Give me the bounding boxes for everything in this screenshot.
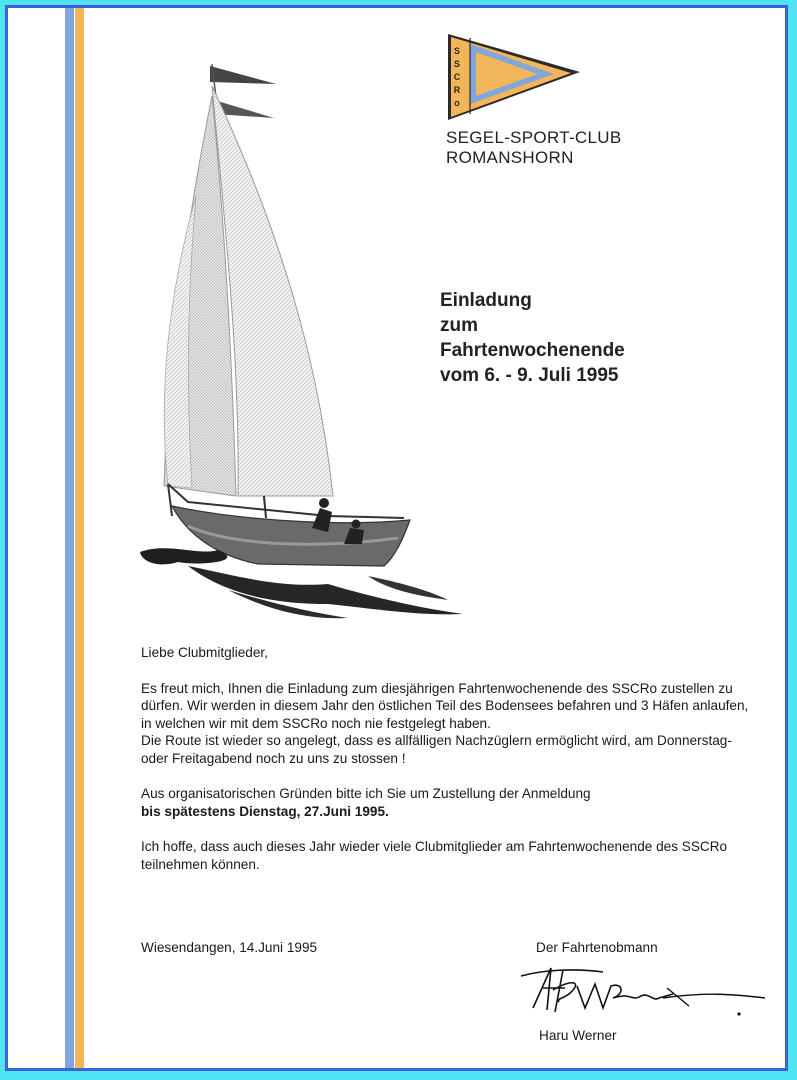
blue-stripe [65, 8, 74, 1068]
sailboat-illustration [128, 56, 473, 626]
place-date: Wiesendangen, 14.Juni 1995 [141, 940, 318, 955]
paragraph-1b: Die Route ist wieder so angelegt, dass es allfälligen Nachzüglern ermöglicht wird, am Donnerstag- oder Freitagabend noch zu uns zu stossen ! [141, 733, 732, 766]
title-line2: zum [440, 315, 478, 336]
svg-text:C: C [453, 72, 461, 82]
deadline: bis spätestens Dienstag, 27.Juni 1995. [141, 803, 389, 819]
paragraph-3: Ich hoffe, dass auch dieses Jahr wieder viele Clubmitglieder am Fahrtenwochenende des SSCRo teilnehmen können. [141, 839, 728, 872]
document-page [5, 5, 788, 1071]
signer-name: Haru Werner [539, 1028, 617, 1043]
paragraph-1: Es freut mich, Ihnen die Einladung zum diesjährigen Fahrtenwochenende des SSCRo zustellen zu dürfen. Wir werden in diesem Jahr den östlichen Teil des Bodensees befahren und 3 Häfen anlaufen, in welchen wir mit dem SSCRo noch nie festgelegt haben. [141, 680, 749, 731]
title-line4: vom 6. - 9. Juli 1995 [440, 365, 619, 386]
svg-text:R: R [453, 85, 461, 95]
svg-text:o: o [454, 98, 460, 108]
invitation-title [440, 288, 625, 388]
handwritten-signature [513, 958, 773, 1028]
svg-text:S: S [453, 46, 461, 56]
club-name-line1: SEGEL-SPORT-CLUB [446, 128, 622, 147]
svg-text:S: S [453, 59, 461, 69]
salutation: Liebe Clubmitglieder, [141, 645, 268, 660]
orange-stripe [75, 8, 84, 1068]
signer-role: Der Fahrtenobmann [536, 940, 658, 955]
paragraph-2: Aus organisatorischen Gründen bitte ich Sie um Zustellung der Anmeldung [141, 786, 591, 801]
club-name-line2: ROMANSHORN [446, 148, 574, 167]
title-line3: Fahrtenwochenende [440, 340, 625, 361]
title-line1: Einladung [440, 290, 532, 311]
letter-body [141, 644, 761, 873]
